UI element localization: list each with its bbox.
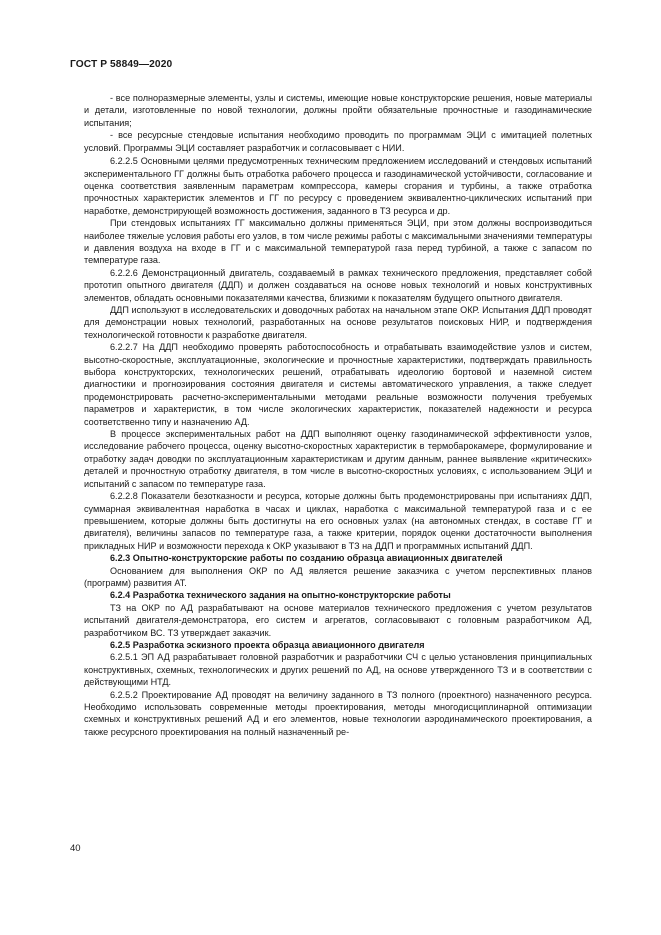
paragraph-6-2-2-5: 6.2.2.5 Основными целями предусмотренных техническим предложением исследований и стендовых испытаний экспериментального ГГ должны быть отработка рабочего процесса и газодинамической устойчивости, согласование и оценка соответствия заявленным параметрам компрессора, камеры сгорания и турбины, а также отработка прочностных характеристик элементов и ГГ по ресурсу с проведением эквивалентно-циклических испытаний при наработке, демонстрирующей возможность достижения, заданного в ТЗ ресурса и др.: [84, 156, 592, 216]
paragraph-6-2-2-6: 6.2.2.6 Демонстрационный двигатель, создаваемый в рамках технического предложения, представляет собой прототип опытного двигателя (ДДП) и должен создаваться на основе новых технологий и новых конструктивных элементов, обладать основными показателями качества, близкими к показателям будущего опытного двигателя.: [84, 267, 592, 303]
paragraph-tz-development: ТЗ на ОКР по АД разрабатывают на основе материалов технического предложения с учетом результатов испытаний двигателя-демонстратора, его систем и агрегатов, согласовывают с головным разработчиком АД, разработчиком ВС. ТЗ утверждает заказчик.: [84, 602, 592, 638]
page-number: 40: [70, 843, 81, 854]
paragraph-okr-basis: Основанием для выполнения ОКР по АД является решение заказчика с учетом перспективных планов (программ) развития АТ.: [84, 565, 592, 588]
paragraph-6-2-2-8: 6.2.2.8 Показатели безотказности и ресурса, которые должны быть продемонстрированы при испытаниях ДДП, суммарная эквивалентная наработка в часах и циклах, наработка с максимальной температурой газа и с ее превышением, которые должны быть достигнуты на его основных узлах (на автономных стендах, в составе ГГ и двигателя), величины запасов по температуре газа, а также критерии, порядок оценки достаточности выполнения прикладных НИР и возможности перехода к ОКР указывают в ТЗ на ДДП и программных испытаний ДДП.: [84, 491, 592, 551]
section-heading-6-2-3: 6.2.3 Опытно-конструкторские работы по созданию образца авиационных двигателей: [110, 553, 503, 564]
section-heading-6-2-4: 6.2.4 Разработка технического задания на опытно-конструкторские работы: [110, 590, 451, 601]
paragraph-6-2-5-2: 6.2.5.2 Проектирование АД проводят на величину заданного в ТЗ полного (проектного) назначенного ресурса. Необходимо использовать современные методы проектирования, методы многодисциплинарной оптимизации схемных и конструктивных решений АД и его элементов, новые технологии аэродинамического проектирования, а также ресурсного проектирования на полный назначенный ре-: [84, 689, 592, 737]
section-heading-6-2-5: 6.2.5 Разработка эскизного проекта образца авиационного двигателя: [110, 639, 425, 650]
paragraph-ddp-usage: ДДП используют в исследовательских и доводочных работах на начальном этапе ОКР. Испытания ДДП проводят для демонстрации новых технологий, разработанных на основе результатов поисковых НИР, и подтверждения технологической готовности к разработке двигателя.: [84, 305, 592, 340]
paragraph-6-2-5-1: 6.2.5.1 ЭП АД разрабатывает головной разработчик и разработчики СЧ с целью установления принципиальных конструктивных, схемных, технологических и других решений по АД, на основе утвержденного ТЗ и в соответствии с действующими НТД.: [84, 652, 592, 688]
standard-header: ГОСТ Р 58849—2020: [70, 59, 173, 70]
document-body: [84, 92, 592, 738]
paragraph-6-2-2-7: 6.2.2.7 На ДДП необходимо проверять работоспособность и отрабатывать взаимодействие узлов и систем, высотно-скоростные, эксплуатационные, экологические и прочностные характеристики, подтверждать правильность выбора конструкторских, технологических решений, отрабатывать идеологию бортовой и наземной систем диагностики и прогнозирования состояния двигателя и системы автоматического управления, а также следует продемонстрировать расчетно-экспериментальными методами реальные возможности получения требуемых параметров и характеристик, в том числе экологических характеристик, показателей надежности и ресурса соответственно типу и назначению АД.: [84, 342, 592, 427]
paragraph-ddp-experimental: В процессе экспериментальных работ на ДДП выполняют оценку газодинамической эффективности узлов, исследование рабочего процесса, оценку высотно-скоростных характеристик в термобарокамере, формулирование и отработку задач доводки по эксплуатационным характеристикам и другим данным, раннее выявление «критических» деталей и прочностную отработку двигателя, в том числе в высотно-скоростных условиях, с использованием ЭЦИ и испытаний с запасом по температуре газа.: [84, 429, 592, 489]
paragraph-gg-bench-tests: При стендовых испытаниях ГГ максимально должны применяться ЭЦИ, при этом должны воспроизводиться наиболее тяжелые условия работы его узлов, в том числе режимы работы с максимальными значениями температуры и давления воздуха на входе в ГГ и с максимальной температурой газа перед турбиной, а также с запасом по температуре газа.: [84, 218, 592, 266]
list-item-full-size-elements: - все полноразмерные элементы, узлы и системы, имеющие новые конструкторские решения, новые материалы и детали, изготовленные по новой технологии, должны пройти обязательные прочностные и газодинамические испытания;: [84, 93, 592, 128]
list-item-resource-tests: - все ресурсные стендовые испытания необходимо проводить по программам ЭЦИ с имитацией полетных условий. Программы ЭЦИ составляет разработчик и согласовывает с НИИ.: [84, 130, 592, 153]
